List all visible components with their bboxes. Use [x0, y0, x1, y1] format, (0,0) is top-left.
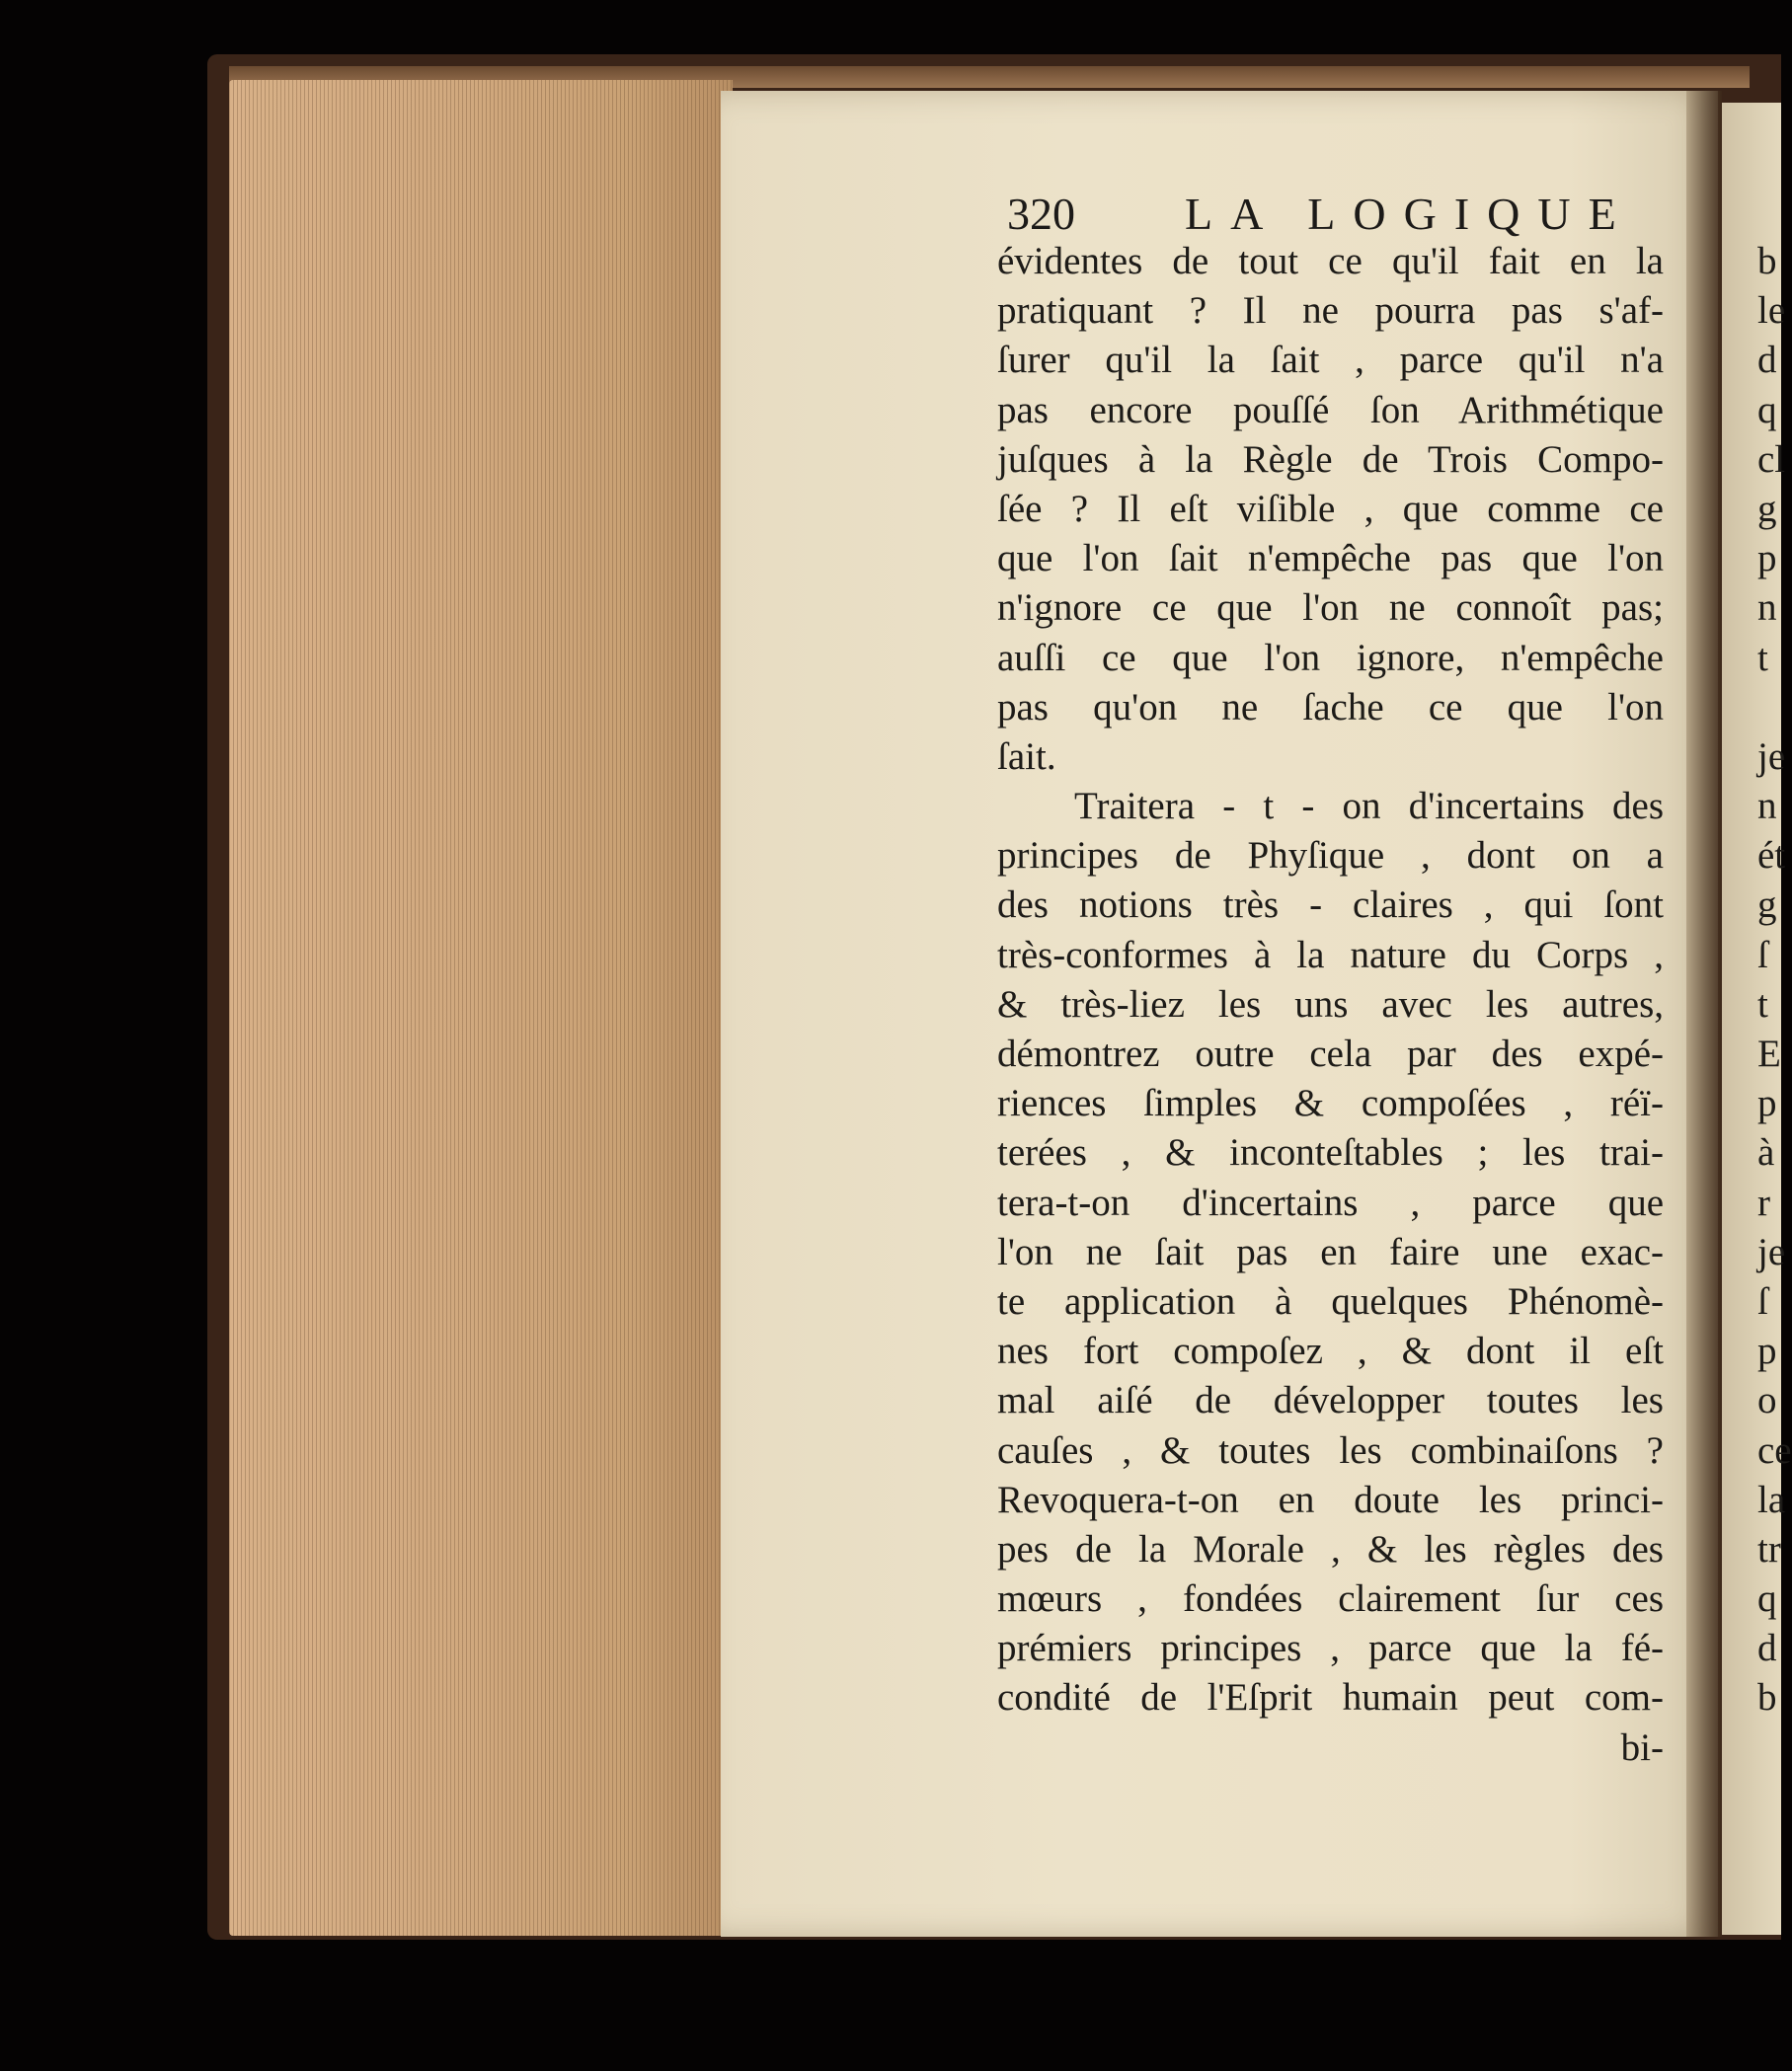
facing-page-fragment: t — [1757, 982, 1768, 1026]
page-header — [1007, 188, 1669, 237]
facing-page-fragment: la — [1757, 1478, 1786, 1521]
facing-page-fragment: ce — [1757, 1428, 1792, 1472]
facing-page-fragment: cl — [1757, 437, 1786, 481]
text-line: cauſes , & toutes les combinaiſons ? — [997, 1428, 1664, 1472]
text-line: juſques à la Règle de Trois Compo- — [997, 437, 1664, 481]
facing-page-fragment: p — [1757, 537, 1777, 580]
running-title: LA LOGIQUE — [1185, 189, 1634, 239]
text-line: te application à quelques Phénomè- — [997, 1279, 1664, 1323]
text-line: pratiquant ? Il ne pourra pas s'af- — [997, 289, 1664, 333]
text-line: ſait. — [997, 734, 1056, 778]
text-line: Revoquera-t-on en doute les princi- — [997, 1478, 1664, 1521]
facing-page-fragment: le — [1757, 289, 1786, 333]
catchword: bi- — [1620, 1726, 1664, 1769]
facing-page-fragment — [1757, 683, 1781, 732]
page-text — [997, 237, 1664, 1773]
page-block-edges — [229, 80, 733, 1936]
facing-page-fragment: d — [1757, 339, 1777, 382]
facing-page-fragment: je — [1757, 1230, 1786, 1273]
text-line: mœurs , fondées clairement ſur ces — [997, 1577, 1664, 1621]
facing-page-fragment: g — [1757, 487, 1777, 530]
facing-page-fragment: n — [1757, 586, 1777, 630]
facing-page-fragment: r — [1757, 1181, 1770, 1224]
text-line: terées , & inconteſtables ; les trai- — [997, 1131, 1664, 1175]
facing-page-fragment: p — [1757, 1330, 1777, 1373]
text-line: que l'on ſait n'empêche pas que l'on — [997, 537, 1664, 580]
text-line: très-conformes à la nature du Corps , — [997, 933, 1664, 976]
text-line: pas encore pouſſé ſon Arithmétique — [997, 388, 1664, 431]
text-line: des notions très - claires , qui ſont — [997, 883, 1664, 927]
facing-page-fragment: b — [1757, 240, 1777, 282]
page-number: 320 — [1007, 189, 1075, 239]
facing-page-text — [1757, 237, 1792, 1724]
text-line: & très-liez les uns avec les autres, — [997, 982, 1664, 1026]
text-line: mal aiſé de développer toutes les — [997, 1379, 1664, 1422]
text-line: pes de la Morale , & les règles des — [997, 1527, 1664, 1571]
text-line: l'on ne ſait pas en faire une exac- — [997, 1230, 1664, 1273]
facing-page-fragment: E — [1757, 1033, 1781, 1075]
text-line: riences ſimples & compoſées , réï- — [997, 1082, 1664, 1125]
text-line: prémiers principes , parce que la fé- — [997, 1627, 1664, 1670]
facing-page-fragment: n — [1757, 785, 1777, 828]
text-line: condité de l'Eſprit humain peut com- — [997, 1676, 1664, 1720]
facing-page-fragment: d — [1757, 1627, 1777, 1670]
facing-page-fragment: t — [1757, 636, 1768, 679]
facing-page-fragment: g — [1757, 883, 1777, 927]
facing-page-fragment: tr — [1757, 1527, 1781, 1571]
text-line: nes fort compoſez , & dont il eſt — [997, 1330, 1664, 1373]
book-gutter — [1686, 91, 1722, 1937]
text-line: auſſi ce que l'on ignore, n'empêche — [997, 636, 1664, 679]
facing-page-fragment: ſ — [1757, 1279, 1768, 1323]
facing-page-fragment: ſ — [1757, 933, 1768, 976]
facing-page-fragment: je — [1757, 734, 1786, 778]
facing-page-fragment: p — [1757, 1082, 1777, 1125]
text-line: évidentes de tout ce qu'il fait en la — [997, 240, 1664, 282]
text-line: pas qu'on ne ſache ce que l'on — [997, 685, 1664, 729]
text-line: démontrez outre cela par des expé- — [997, 1033, 1664, 1075]
paragraph-start-line: Traitera - t - on d'incertains des — [1074, 785, 1664, 828]
text-line: n'ignore ce que l'on ne connoît pas; — [997, 586, 1664, 630]
facing-page-fragment: b — [1757, 1676, 1777, 1720]
facing-page-fragment: ét — [1757, 834, 1786, 878]
facing-page-fragment: q — [1757, 1577, 1777, 1621]
text-line: tera-t-on d'incertains , parce que — [997, 1181, 1664, 1224]
text-line: ſurer qu'il la ſait , parce qu'il n'a — [997, 339, 1664, 382]
facing-page-fragment: q — [1757, 388, 1777, 431]
text-line: principes de Phyſique , dont on a — [997, 834, 1664, 878]
facing-page-fragment: o — [1757, 1379, 1777, 1422]
text-line: ſée ? Il eſt viſible , que comme ce — [997, 487, 1664, 530]
facing-page-fragment: à — [1757, 1131, 1775, 1175]
